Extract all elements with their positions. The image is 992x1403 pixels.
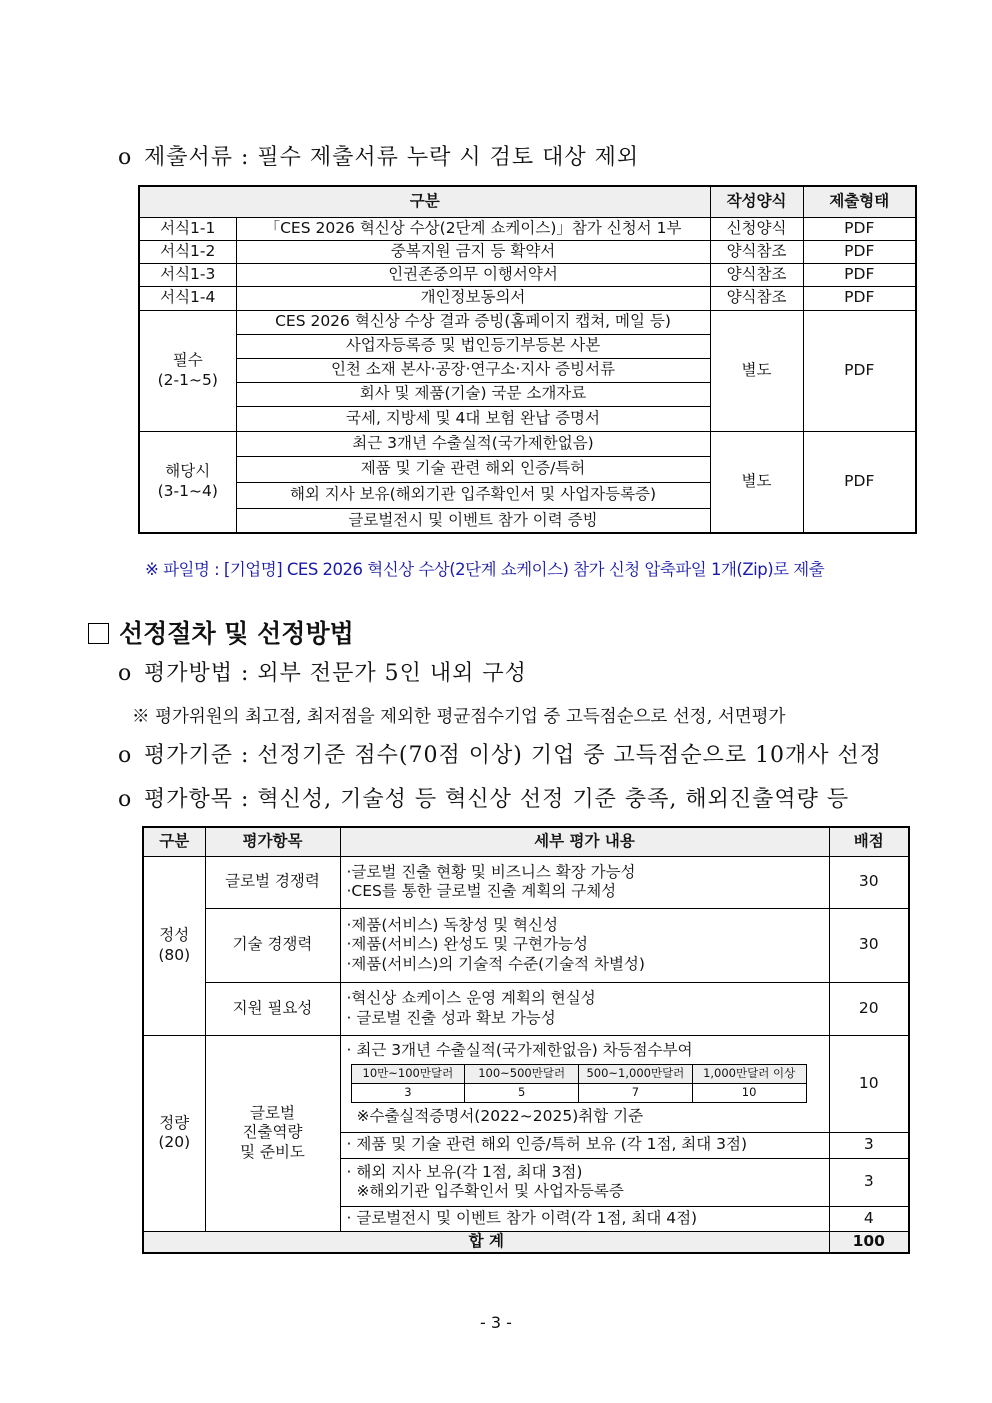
export-details	[340, 1035, 829, 1132]
export-range: 10만~100만달러	[351, 1065, 465, 1084]
eval-points: 30	[829, 856, 909, 908]
bullet-marker: o	[118, 661, 133, 686]
export-title: · 최근 3개년 수출실적(국가제한없음) 차등점수부여	[346, 1040, 693, 1059]
eval-points: 10	[829, 1035, 909, 1132]
qual-category	[143, 856, 205, 1035]
detail-line: · 제품 및 기술 관련 해외 인증/특허 보유 (각 1점, 최대 3점)	[346, 1135, 748, 1154]
quant-item-line: 및 준비도	[240, 1142, 305, 1161]
eval-details	[340, 908, 829, 982]
bullet-eval-method	[118, 656, 527, 687]
required-item: 인천 소재 본사·공장·연구소·지사 증빙서류	[236, 358, 710, 382]
required-label: 필수	[172, 351, 203, 370]
eval-details	[340, 982, 829, 1035]
detail-line: · 해외 지사 보유(각 1점, 최대 3점)	[346, 1162, 583, 1181]
export-score: 10	[692, 1084, 806, 1103]
optional-item: 최근 3개년 수출실적(국가제한없음)	[236, 431, 710, 456]
total-points: 100	[829, 1231, 909, 1253]
doc-type: PDF	[803, 240, 916, 263]
quant-item-line: 글로벌	[250, 1103, 295, 1122]
filename-note: ※ 파일명 : [기업명] CES 2026 혁신상 수상(2단계 쇼케이스) 참가 신청 압축파일 1개(Zip)로 제출	[145, 560, 825, 579]
docs-header-type: 제출형태	[803, 186, 916, 217]
table-row	[143, 982, 909, 1035]
doc-code: 서식1-3	[139, 263, 236, 286]
page-number: - 3 -	[480, 1313, 512, 1332]
table-row	[139, 263, 916, 286]
total-row	[143, 1231, 909, 1253]
docs-header-form: 작성양식	[710, 186, 803, 217]
export-range: 1,000만달러 이상	[692, 1065, 806, 1084]
doc-form: 양식참조	[710, 286, 803, 310]
quant-label: 정량	[159, 1113, 190, 1132]
eval-points: 30	[829, 908, 909, 982]
doc-name: 「CES 2026 혁신상 수상(2단계 쇼케이스)」참가 신청서 1부	[236, 217, 710, 240]
docs-table	[138, 185, 917, 534]
required-item: 회사 및 제품(기술) 국문 소개자료	[236, 382, 710, 406]
eval-header-points: 배점	[829, 827, 909, 856]
required-type: PDF	[803, 310, 916, 431]
doc-code: 서식1-1	[139, 217, 236, 240]
doc-code: 서식1-4	[139, 286, 236, 310]
quant-category	[143, 1035, 205, 1231]
required-group-label	[139, 310, 236, 431]
eval-points: 3	[829, 1158, 909, 1206]
eval-table	[142, 826, 910, 1254]
export-note: ※수출실적증명서(2022~2025)취합 기준	[356, 1107, 644, 1125]
eval-points: 4	[829, 1206, 909, 1231]
table-row	[139, 310, 916, 334]
docs-heading-text: 제출서류 : 필수 제출서류 누락 시 검토 대상 제외	[144, 145, 640, 170]
eval-header-details: 세부 평가 내용	[340, 827, 829, 856]
doc-type: PDF	[803, 263, 916, 286]
detail-line: · 글로벌 진출 성과 확보 가능성	[346, 1008, 556, 1027]
section-title-text: 선정절차 및 선정방법	[119, 619, 354, 648]
export-score: 7	[579, 1084, 693, 1103]
optional-item: 해외 지사 보유(해외기관 입주확인서 및 사업자등록증)	[236, 482, 710, 508]
bullet-eval-items	[118, 782, 849, 813]
doc-name: 중복지원 금지 등 확약서	[236, 240, 710, 263]
table-row	[139, 217, 916, 240]
quant-item-line: 진출역량	[242, 1123, 303, 1142]
required-item: 국세, 지방세 및 4대 보험 완납 증명서	[236, 406, 710, 431]
total-label: 합 계	[143, 1231, 829, 1253]
export-score: 5	[465, 1084, 579, 1103]
table-row	[139, 286, 916, 310]
bullet-marker: o	[118, 787, 133, 812]
doc-code: 서식1-2	[139, 240, 236, 263]
table-row	[143, 856, 909, 908]
quant-score: (20)	[158, 1133, 191, 1151]
qual-label: 정성	[159, 926, 190, 945]
doc-form: 양식참조	[710, 240, 803, 263]
required-form: 별도	[710, 310, 803, 431]
optional-type: PDF	[803, 431, 916, 533]
optional-range: (3-1~4)	[157, 481, 218, 500]
detail-line: · 글로벌전시 및 이벤트 참가 이력(각 1점, 최대 4점)	[346, 1208, 698, 1227]
eval-details	[340, 1158, 829, 1206]
detail-line: ·제품(서비스) 완성도 및 구현가능성	[346, 935, 588, 954]
bullet-text: 평가방법 : 외부 전문가 5인 내외 구성	[144, 661, 527, 686]
quant-item	[205, 1035, 340, 1231]
optional-label: 해당시	[165, 462, 211, 481]
eval-header-category: 구분	[143, 827, 205, 856]
eval-note: ※ 평가위원의 최고점, 최저점을 제외한 평균점수기업 중 고득점순으로 선정, 서면평가	[132, 707, 786, 727]
export-score: 3	[351, 1084, 465, 1103]
bullet-text: 평가기준 : 선정기준 점수(70점 이상) 기업 중 고득점순으로 10개사 선정	[144, 743, 883, 768]
required-range: (2-1~5)	[157, 370, 218, 389]
bullet-marker: o	[118, 743, 133, 768]
table-row	[139, 431, 916, 456]
detail-line: ·혁신상 쇼케이스 운영 계획의 현실성	[346, 989, 596, 1008]
export-range: 500~1,000만달러	[579, 1065, 693, 1084]
detail-line: ※해외기관 입주확인서 및 사업자등록증	[356, 1182, 624, 1200]
doc-form: 신청양식	[710, 217, 803, 240]
export-score-table	[351, 1064, 807, 1103]
detail-line: ·CES를 통한 글로벌 진출 계획의 구체성	[346, 882, 617, 900]
table-row	[143, 908, 909, 982]
optional-item: 제품 및 기술 관련 해외 인증/특허	[236, 456, 710, 482]
eval-points: 20	[829, 982, 909, 1035]
table-row	[139, 240, 916, 263]
optional-item: 글로벌전시 및 이벤트 참가 이력 증빙	[236, 508, 710, 533]
doc-name: 개인정보동의서	[236, 286, 710, 310]
eval-header-item: 평가항목	[205, 827, 340, 856]
optional-form: 별도	[710, 431, 803, 533]
eval-item: 기술 경쟁력	[205, 908, 340, 982]
required-item: 사업자등록증 및 법인등기부등본 사본	[236, 334, 710, 358]
detail-line: ·제품(서비스)의 기술적 수준(기술적 차별성)	[346, 954, 645, 973]
docs-header-category: 구분	[139, 186, 710, 217]
doc-name: 인권존중의무 이행서약서	[236, 263, 710, 286]
docs-heading	[118, 140, 639, 171]
detail-line: ·제품(서비스) 독창성 및 혁신성	[346, 915, 558, 934]
bullet-eval-criteria	[118, 738, 882, 769]
optional-group-label	[139, 431, 236, 533]
eval-item: 지원 필요성	[205, 982, 340, 1035]
export-range: 100~500만달러	[465, 1065, 579, 1084]
eval-details	[340, 856, 829, 908]
bullet-text: 평가항목 : 혁신성, 기술성 등 혁신상 선정 기준 충족, 해외진출역량 등	[144, 787, 850, 812]
required-item: CES 2026 혁신상 수상 결과 증빙(홈페이지 캡쳐, 메일 등)	[236, 310, 710, 334]
checkbox-square-icon	[88, 623, 109, 644]
section-title	[88, 614, 354, 650]
eval-details	[340, 1132, 829, 1158]
doc-type: PDF	[803, 286, 916, 310]
eval-item: 글로벌 경쟁력	[205, 856, 340, 908]
bullet-marker: o	[118, 145, 133, 170]
table-row	[143, 1035, 909, 1132]
doc-type: PDF	[803, 217, 916, 240]
qual-score: (80)	[158, 945, 191, 964]
eval-points: 3	[829, 1132, 909, 1158]
detail-line: ·글로벌 진출 현황 및 비즈니스 확장 가능성	[346, 862, 636, 881]
eval-details	[340, 1206, 829, 1231]
doc-form: 양식참조	[710, 263, 803, 286]
